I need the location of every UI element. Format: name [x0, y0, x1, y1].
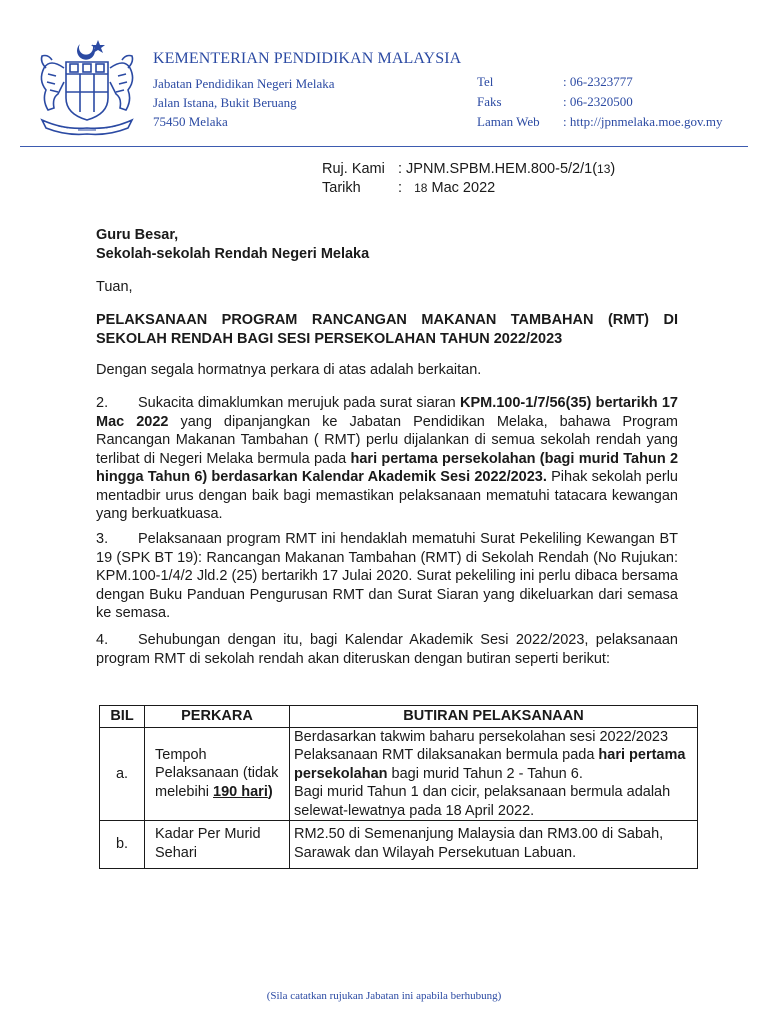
- contact-web: [477, 112, 722, 132]
- website-link[interactable]: : http://jpnmelaka.moe.gov.my: [563, 114, 723, 129]
- paragraph-3: [96, 530, 678, 623]
- contact-value: : 06-2323777: [563, 74, 633, 89]
- letter-date: [322, 179, 615, 198]
- contact-label: Tel: [477, 74, 494, 89]
- handwritten-day: 18: [414, 181, 428, 195]
- column-header: PERKARA: [145, 706, 290, 728]
- reference-code: : JPNM.SPBM.HEM.800-5/2/1(: [398, 161, 598, 177]
- row-number: b.: [100, 821, 145, 869]
- salutation: Tuan,: [96, 279, 133, 295]
- details-text: [294, 728, 693, 784]
- header-divider: [20, 146, 748, 147]
- row-item-text: Tempoh Pelaksanaan (tidak melebihi: [155, 746, 279, 800]
- reference-block: [322, 160, 615, 198]
- details-emphasis: hari pertama persekolahan: [294, 747, 686, 782]
- addressee-title: Guru Besar,: [96, 227, 179, 243]
- address-line: Jalan Istana, Bukit Beruang: [153, 95, 297, 110]
- reference-number: [322, 160, 615, 179]
- date-label: Tarikh: [322, 180, 361, 196]
- contact-fax: [477, 92, 722, 112]
- date-month-year: Mac 2022: [427, 180, 496, 196]
- row-number: a.: [100, 727, 145, 821]
- opening-paragraph: Dengan segala hormatnya perkara di atas adalah berkaitan.: [96, 362, 482, 378]
- row-details: [290, 727, 698, 821]
- contact-label: Faks: [477, 94, 502, 109]
- malaysia-coat-of-arms-icon: [28, 38, 146, 138]
- paragraph-number: 3.: [96, 531, 109, 547]
- table-header-row: [100, 706, 698, 728]
- reference-value: [398, 160, 615, 179]
- column-header: BUTIRAN PELAKSANAAN: [290, 706, 698, 728]
- row-details: RM2.50 di Semenanjung Malaysia dan RM3.00 di Sabah, Sarawak dan Wilayah Persekutuan Labuan.: [290, 821, 698, 869]
- table-row: [100, 821, 698, 869]
- reference-label: Ruj. Kami: [322, 161, 385, 177]
- row-item: Kadar Per Murid Sehari: [145, 821, 290, 869]
- paragraph-2: [96, 394, 678, 524]
- implementation-table: [99, 705, 698, 869]
- letter-subject: PELAKSANAAN PROGRAM RANCANGAN MAKANAN TAMBAHAN (RMT) DI SEKOLAH RENDAH BAGI SESI PERSEKOLAHAN TAHUN 2022/2023: [96, 312, 678, 347]
- address-line: Jabatan Pendidikan Negeri Melaka: [153, 76, 335, 91]
- details-text: Bagi murid Tahun 1 dan cicir, pelaksanaan bermula adalah selewat-lewatnya pada 18 April 2022.: [294, 784, 671, 819]
- paragraph-4: [96, 631, 678, 668]
- department-address: [153, 74, 335, 131]
- address-line: 75450 Melaka: [153, 114, 228, 129]
- paragraph-text: Sukacita dimaklumkan merujuk pada surat siaran: [138, 395, 460, 411]
- details-part: Berdasarkan takwim baharu persekolahan sesi 2022/2023 Pelaksanaan RMT dilaksanakan bermula pada: [294, 728, 669, 763]
- date-value: [398, 179, 495, 198]
- date-colon: :: [398, 180, 403, 196]
- contact-value: : 06-2320500: [563, 94, 633, 109]
- contact-label: Laman Web: [477, 114, 540, 129]
- paragraph-number: 4.: [96, 632, 109, 648]
- footer-note: (Sila catatkan rujukan Jabatan ini apabila berhubung): [266, 990, 502, 1002]
- paragraph-text: Pihak sekolah perlu mentadbir urus dengan baik bagi memastikan pelaksanaan mematuhi tatacara kewangan yang berkuatkuasa.: [96, 469, 678, 522]
- paragraph-text: Sehubungan dengan itu, bagi Kalendar Akademik Sesi 2022/2023, pelaksanaan program RMT di sekolah rendah akan diteruskan dengan butiran seperti berikut:: [96, 632, 678, 667]
- row-item-close: ): [267, 783, 273, 800]
- table-row: [100, 727, 698, 821]
- addressee: [96, 226, 369, 263]
- addressee-organisation: Sekolah-sekolah Rendah Negeri Melaka: [96, 245, 370, 262]
- paragraph-text: yang dipanjangkan ke Jabatan Pendidikan Melaka, bahawa Program Rancangan Makanan Tambahan ( RMT) perlu dijalankan di semua sekolah rendah yang terlibat di Negeri Melaka bermula pada: [96, 413, 678, 467]
- ministry-name: KEMENTERIAN PENDIDIKAN MALAYSIA: [153, 50, 462, 67]
- contact-tel: [477, 72, 722, 92]
- paragraph-number: 2.: [96, 395, 109, 411]
- row-item: [145, 727, 290, 821]
- details-part: bagi murid Tahun 2 - Tahun 6.: [387, 765, 583, 782]
- column-header: BIL: [100, 706, 145, 728]
- handwritten-number: 13: [597, 162, 611, 176]
- start-date-emphasis: hari pertama persekolahan (bagi murid Tahun 2 hingga Tahun 6) berdasarkan Kalendar Akademik Sesi 2022/2023.: [96, 450, 679, 485]
- paragraph-text: Pelaksanaan program RMT ini hendaklah mematuhi Surat Pekeliling Kewangan BT 19 (SPK BT 19): Rancangan Makanan Tambahan (RMT) di Sekolah Rendah (No Rujukan: KPM.100-1/4/2 Jld.2 (25) bertarikh 17 Julai 2020. Surat pekeliling ini perlu dibaca bersama dengan Buku Panduan Pengurusan RMT dan Surat Siaran yang dikeluarkan dari semasa ke semasa.: [96, 531, 678, 621]
- contact-block: [477, 72, 722, 132]
- day-limit: 190 hari: [213, 783, 268, 800]
- circular-reference: KPM.100-1/7/56(35) bertarikh 17 Mac 2022: [96, 395, 678, 430]
- reference-close: ): [610, 161, 616, 177]
